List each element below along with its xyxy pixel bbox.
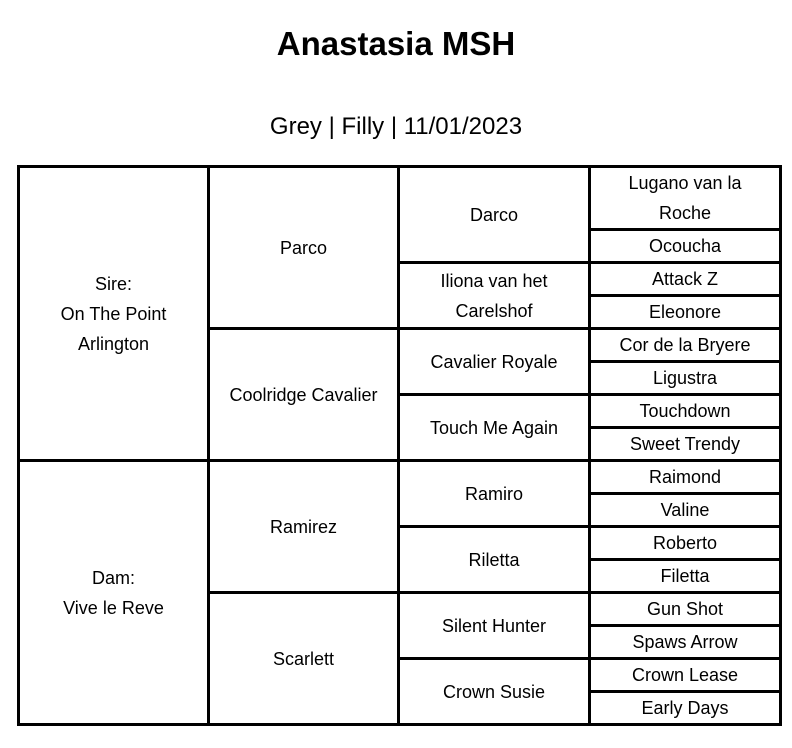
gen4-2-name: Ocoucha <box>648 236 722 256</box>
gen4-6-name: Ligustra <box>652 368 718 388</box>
sire-name-line-2: Arlington <box>77 333 150 354</box>
pedigree-table <box>17 165 782 726</box>
sire-cell <box>19 167 209 461</box>
great-granddam-1-name-line-2: Carelshof <box>455 300 533 321</box>
great-grandsire-2-cell <box>399 329 590 395</box>
gen4-cell-7 <box>590 395 781 428</box>
gen4-16-name: Early Days <box>641 698 729 718</box>
gen4-cell-2 <box>590 230 781 263</box>
maternal-granddam-name: Scarlett <box>272 648 335 669</box>
gen4-cell-14 <box>590 626 781 659</box>
gen4-14-name: Spaws Arrow <box>632 632 738 652</box>
dam-name: Vive le Reve <box>63 597 164 618</box>
gen4-5-name: Cor de la Bryere <box>619 335 751 355</box>
paternal-grandsire-name: Parco <box>279 237 328 258</box>
gen4-cell-9 <box>590 461 781 494</box>
great-grandsire-4-name: Silent Hunter <box>441 615 547 636</box>
great-grandsire-3-cell <box>399 461 590 527</box>
gen4-cell-12 <box>590 560 781 593</box>
great-granddam-1-name-line-1: Iliona van het <box>440 270 548 291</box>
gen4-4-name: Eleonore <box>648 302 722 322</box>
gen4-9-name: Raimond <box>648 467 722 487</box>
great-granddam-4-cell <box>399 659 590 725</box>
gen4-cell-6 <box>590 362 781 395</box>
gen4-7-name: Touchdown <box>639 401 731 421</box>
paternal-grandsire-cell <box>209 167 399 329</box>
gen4-10-name: Valine <box>660 500 710 520</box>
great-grandsire-1-cell <box>399 167 590 263</box>
gen4-cell-1 <box>590 167 781 230</box>
gen4-cell-10 <box>590 494 781 527</box>
gen4-cell-11 <box>590 527 781 560</box>
gen4-cell-15 <box>590 659 781 692</box>
great-granddam-3-name: Riletta <box>468 549 520 570</box>
gen4-cell-16 <box>590 692 781 725</box>
great-granddam-3-cell <box>399 527 590 593</box>
paternal-granddam-cell <box>209 329 399 461</box>
maternal-granddam-cell <box>209 593 399 725</box>
maternal-grandsire-name: Ramirez <box>269 516 337 537</box>
gen4-cell-4 <box>590 296 781 329</box>
great-grandsire-4-cell <box>399 593 590 659</box>
dam-label: Dam: <box>91 567 135 588</box>
gen4-15-name: Crown Lease <box>631 665 739 685</box>
gen4-11-name: Roberto <box>652 533 718 553</box>
maternal-grandsire-cell <box>209 461 399 593</box>
gen4-cell-3 <box>590 263 781 296</box>
great-granddam-1-cell <box>399 263 590 329</box>
gen4-cell-13 <box>590 593 781 626</box>
gen4-1-name-line-1: Lugano van la <box>628 173 742 193</box>
horse-name: Anastasia MSH <box>276 25 516 62</box>
dam-cell <box>19 461 209 725</box>
gen4-3-name: Attack Z <box>651 269 718 289</box>
horse-details: Grey | Filly | 11/01/2023 <box>269 113 523 140</box>
great-grandsire-3-name: Ramiro <box>464 483 523 504</box>
gen4-1-name-line-2: Roche <box>658 203 712 223</box>
sire-label: Sire: <box>94 273 132 294</box>
sire-name-line-1: On The Point <box>60 303 167 324</box>
great-grandsire-2-name: Cavalier Royale <box>430 351 558 372</box>
great-granddam-4-name: Crown Susie <box>442 681 546 702</box>
gen4-8-name: Sweet Trendy <box>629 434 741 454</box>
gen4-12-name: Filetta <box>660 566 710 586</box>
pedigree-row <box>19 461 781 494</box>
great-grandsire-1-name: Darco <box>469 204 518 225</box>
great-granddam-2-name: Touch Me Again <box>429 417 559 438</box>
paternal-granddam-name: Coolridge Cavalier <box>229 384 378 405</box>
gen4-cell-8 <box>590 428 781 461</box>
gen4-cell-5 <box>590 329 781 362</box>
gen4-13-name: Gun Shot <box>646 599 724 619</box>
great-granddam-2-cell <box>399 395 590 461</box>
